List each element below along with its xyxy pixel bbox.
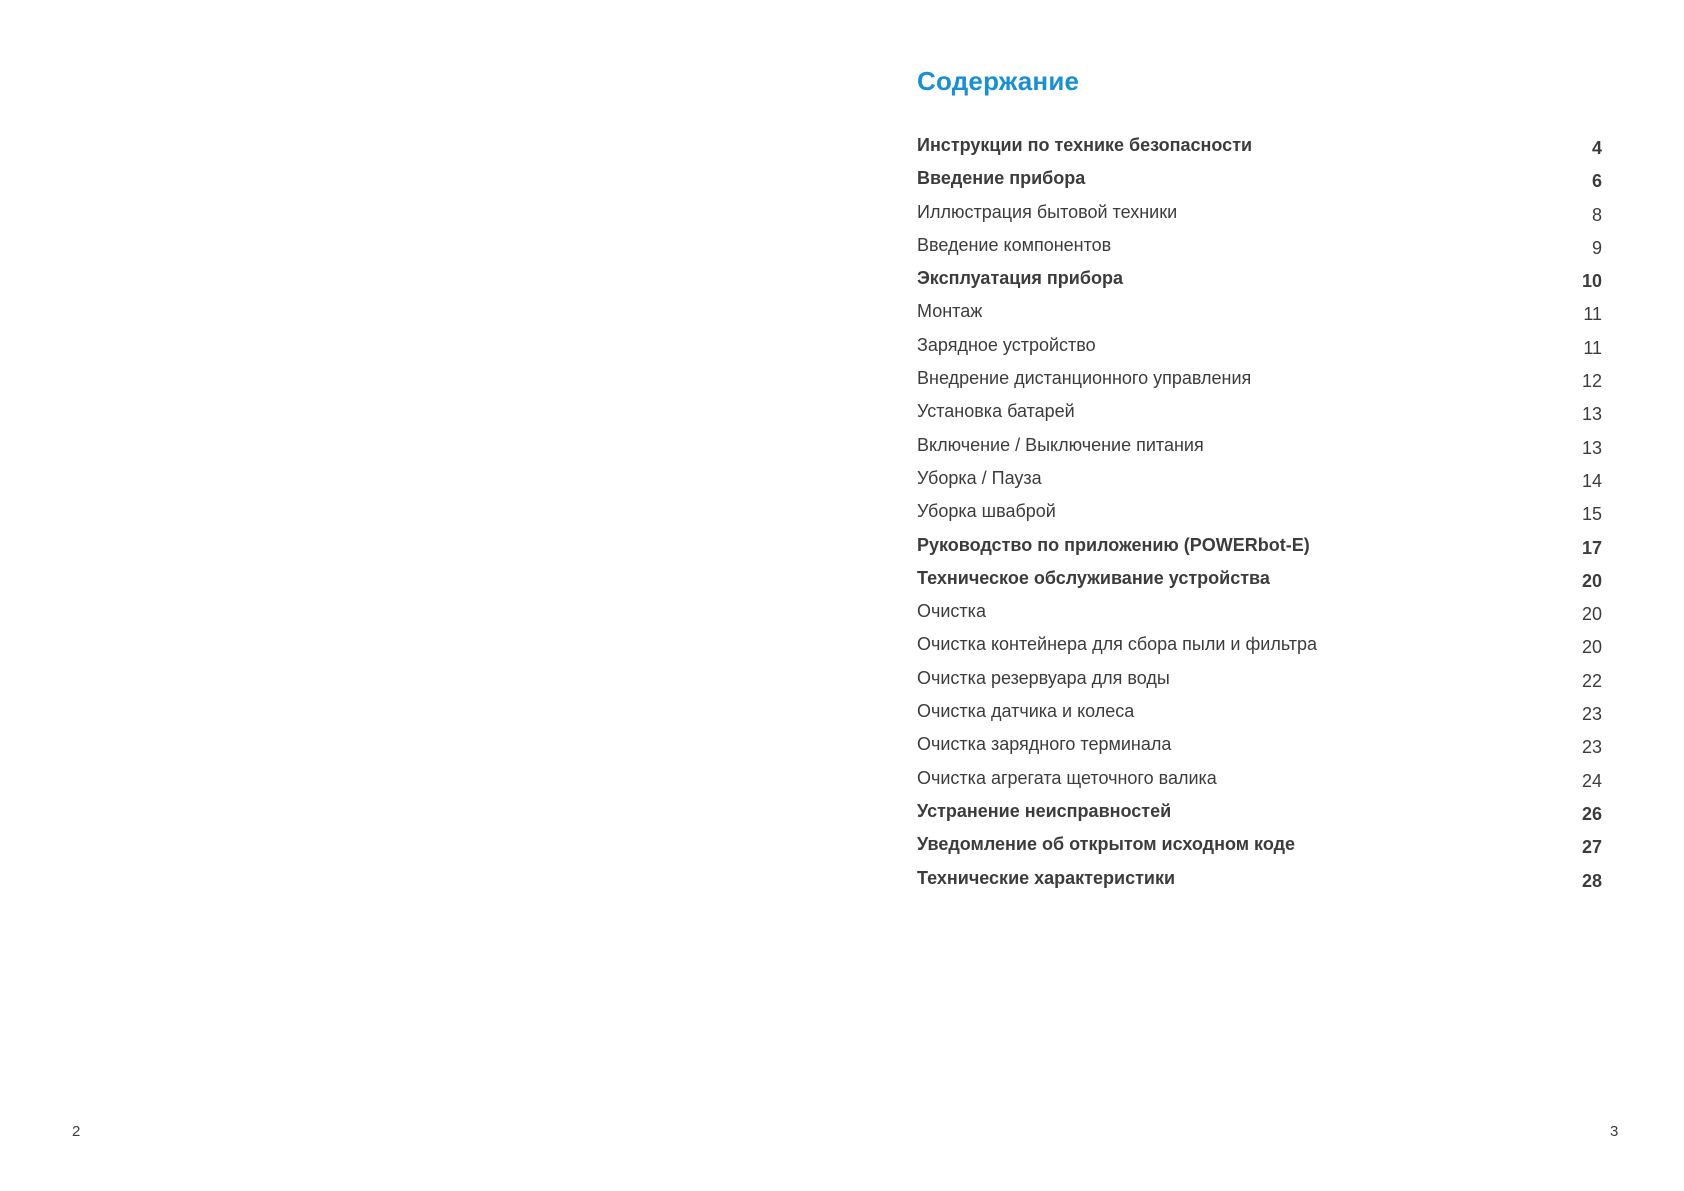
toc-entry[interactable]: [917, 601, 1602, 634]
toc-entry-label: Включение / Выключение питания: [917, 434, 1204, 455]
toc-entry-label: Устранение неисправностей: [917, 800, 1172, 821]
toc-entry-label: Внедрение дистанционного управления: [917, 368, 1252, 389]
toc-entry-page-number: 11: [1583, 337, 1602, 358]
toc-entry-page-number: 24: [1581, 770, 1602, 791]
toc-entry-label: Инструкции по технике безопасности: [917, 135, 1253, 155]
toc-entry-label: Очистка контейнера для сбора пыли и фильтра: [917, 634, 1318, 655]
right-page: [842, 0, 1684, 1191]
toc-entry[interactable]: [917, 135, 1602, 168]
toc-entry[interactable]: [917, 868, 1602, 901]
toc-entry-label: Очистка: [917, 601, 986, 622]
toc-entry[interactable]: [917, 535, 1602, 568]
toc-entry[interactable]: [917, 801, 1602, 834]
toc-entry-label: Очистка датчика и колеса: [917, 701, 1135, 722]
toc-entry-page-number: 12: [1581, 371, 1602, 392]
toc-entry-page-number: 13: [1581, 404, 1602, 425]
toc-entry-page-number: 14: [1581, 470, 1602, 491]
toc-entry-page-number: 13: [1581, 437, 1602, 458]
toc-entry-label: Эксплуатация прибора: [917, 268, 1123, 289]
left-page-number: 2: [72, 1123, 81, 1140]
toc-title: Содержание: [917, 66, 1080, 96]
toc-entry-label: Технические характеристики: [917, 867, 1176, 888]
toc-entry-page-number: 20: [1581, 637, 1602, 658]
toc-entry-page-number: 20: [1581, 570, 1602, 591]
toc-entry-label: Уведомление об открытом исходном коде: [917, 834, 1296, 855]
toc-entry[interactable]: [917, 468, 1602, 501]
toc-entry-page-number: 9: [1591, 237, 1602, 258]
toc-entry-label: Очистка агрегата щеточного валика: [917, 767, 1217, 788]
toc-entry-label: Очистка зарядного терминала: [917, 734, 1172, 755]
toc-entry-page-number: 4: [1591, 138, 1602, 158]
toc-entry-page-number: 20: [1581, 604, 1602, 625]
toc-entry[interactable]: [917, 668, 1602, 701]
toc-entry-label: Техническое обслуживание устройства: [917, 567, 1270, 588]
toc-entry[interactable]: [917, 301, 1602, 334]
toc-entry[interactable]: [917, 435, 1602, 468]
toc-entry[interactable]: [917, 768, 1602, 801]
toc-entry[interactable]: [917, 335, 1602, 368]
toc-entry-page-number: 28: [1581, 870, 1602, 891]
toc-entry-label: Установка батарей: [917, 401, 1075, 422]
toc-entry[interactable]: [917, 268, 1602, 301]
toc-entry-page-number: 26: [1581, 803, 1602, 824]
toc-entry-label: Уборка шваброй: [917, 501, 1056, 522]
toc-entry[interactable]: [917, 368, 1602, 401]
toc-entry-label: Очистка резервуара для воды: [917, 667, 1170, 688]
toc-entry[interactable]: [917, 568, 1602, 601]
toc-entry-page-number: 6: [1591, 171, 1602, 192]
toc-entry-page-number: 27: [1581, 837, 1602, 858]
toc-entry[interactable]: [917, 501, 1602, 534]
toc-entry-page-number: 22: [1581, 670, 1602, 691]
toc-entry[interactable]: [917, 401, 1602, 434]
toc-entry-page-number: 23: [1581, 737, 1602, 758]
toc-entry[interactable]: [917, 235, 1602, 268]
toc-entry-label: Введение прибора: [917, 168, 1086, 189]
toc-entry[interactable]: [917, 701, 1602, 734]
toc-entry-page-number: 23: [1581, 704, 1602, 725]
toc-entry[interactable]: [917, 168, 1602, 201]
toc-entry-page-number: 11: [1583, 304, 1602, 325]
toc-entry-page-number: 8: [1591, 204, 1602, 225]
toc-entry-label: Введение компонентов: [917, 234, 1112, 255]
toc-entry-label: Уборка / Пауза: [917, 467, 1042, 488]
toc-entry[interactable]: [917, 634, 1602, 667]
toc-entry-page-number: 17: [1581, 537, 1602, 558]
table-of-contents: [917, 135, 1602, 901]
toc-entry[interactable]: [917, 834, 1602, 867]
toc-entry[interactable]: [917, 202, 1602, 235]
right-page-number: 3: [1610, 1123, 1619, 1140]
toc-entry-page-number: 15: [1581, 504, 1602, 525]
toc-entry-page-number: 10: [1581, 271, 1602, 292]
toc-entry-label: Иллюстрация бытовой техники: [917, 201, 1178, 222]
toc-entry-label: Монтаж: [917, 301, 983, 322]
toc-entry-label: Руководство по приложению (POWERbot-E): [917, 534, 1310, 555]
toc-entry[interactable]: [917, 734, 1602, 767]
toc-entry-label: Зарядное устройство: [917, 334, 1096, 355]
